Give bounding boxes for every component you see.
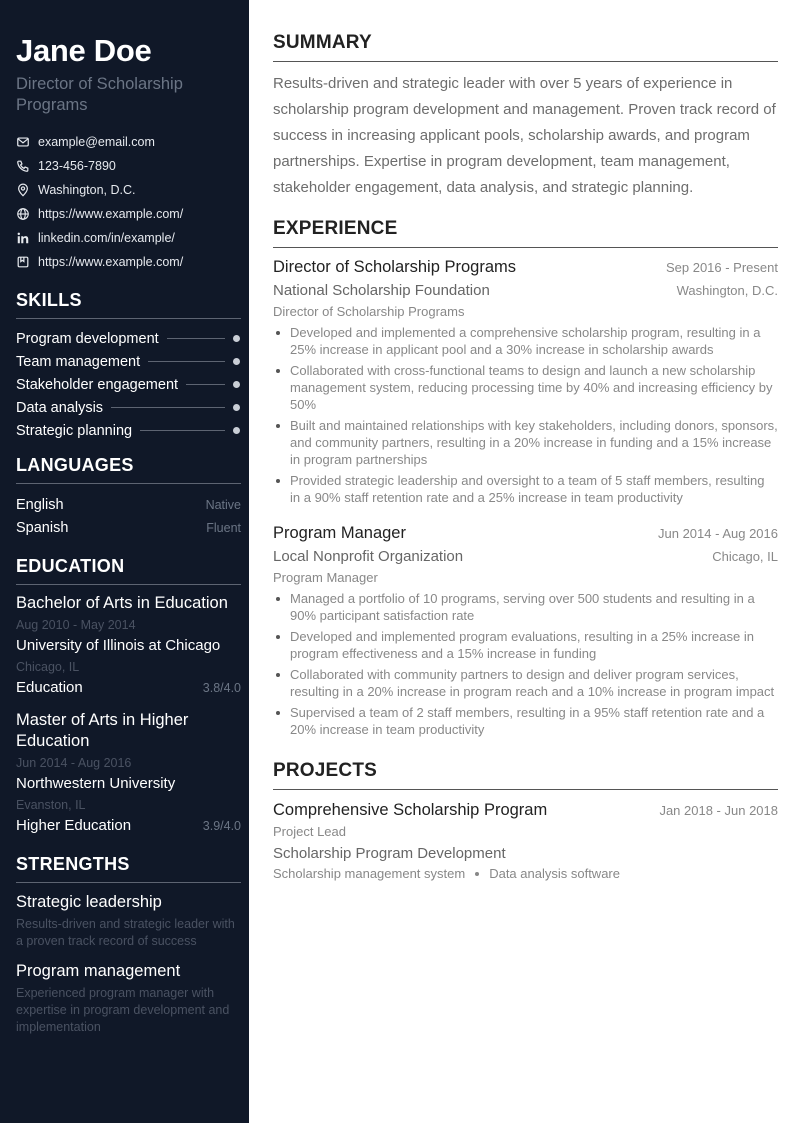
contact-phone-text: 123-456-7890 (38, 159, 116, 173)
skill-label: Data analysis (16, 399, 104, 416)
location-icon (16, 183, 30, 197)
education-dates: Jun 2014 - Aug 2016 (16, 756, 132, 770)
strength-item (16, 891, 241, 950)
candidate-title: Director of Scholarship Programs (16, 75, 183, 114)
skill-item (16, 350, 241, 373)
contact-phone[interactable] (16, 154, 241, 178)
job-role: Program Manager (273, 524, 406, 542)
strength-description: Experienced program manager with expertise in program development and implementation (16, 986, 230, 1034)
skill-item (16, 327, 241, 350)
skill-item (16, 373, 241, 396)
language-list (16, 493, 241, 539)
contact-location-text: Washington, D.C. (38, 183, 136, 197)
language-name: English (16, 496, 64, 513)
email-icon (16, 135, 30, 149)
education-field-row (16, 678, 241, 698)
job-bullet: Built and maintained relationships with key stakeholders, including donors, sponsors, and community partners, resulting in a 20% increase in funding and a 15% increase in program partnerships (273, 417, 778, 468)
job-entry (273, 256, 778, 506)
job-subtitle: Program Manager (273, 570, 378, 585)
contact-portfolio-text: https://www.example.com/ (38, 255, 184, 269)
strengths-section (16, 854, 241, 1036)
skill-item (16, 419, 241, 442)
language-item (16, 493, 241, 516)
phone-icon (16, 159, 30, 173)
job-bullet: Supervised a team of 2 staff members, resulting in a 95% staff retention rate and a 20% increase in team productivity (273, 704, 778, 738)
strengths-heading: STRENGTHS (16, 854, 241, 883)
job-bullet: Provided strategic leadership and oversight to a team of 5 staff members, resulting in a 90% staff retention rate and a 25% increase in team productivity (273, 472, 778, 506)
education-degree: Bachelor of Arts in Education (16, 594, 228, 612)
contact-email[interactable] (16, 130, 241, 154)
project-tag: Data analysis software (489, 866, 620, 881)
job-bullets (273, 324, 778, 506)
job-bullet: Collaborated with cross-functional teams to design and launch a new scholarship management system, reducing processing time by 40% and increasing efficiency by 50% (273, 362, 778, 413)
education-school: University of Illinois at Chicago (16, 637, 221, 654)
skills-section (16, 290, 241, 442)
skill-divider (167, 338, 225, 339)
project-subtitle: Scholarship Program Development (273, 845, 506, 862)
strength-description: Results-driven and strategic leader with a proven track record of success (16, 917, 235, 948)
job-org-row (273, 547, 778, 567)
skill-dot-icon (233, 335, 240, 342)
contact-linkedin[interactable] (16, 226, 241, 250)
job-dates: Sep 2016 - Present (665, 260, 778, 275)
project-header (273, 799, 778, 821)
experience-heading: EXPERIENCE (273, 218, 778, 248)
language-item (16, 516, 241, 539)
strengths-list (16, 891, 241, 1036)
globe-icon (16, 207, 30, 221)
skill-dot-icon (233, 358, 240, 365)
strength-item (16, 960, 241, 1036)
contact-portfolio[interactable] (16, 250, 241, 274)
strength-title: Strategic leadership (16, 893, 162, 911)
job-subtitle: Director of Scholarship Programs (273, 304, 465, 319)
strength-title: Program management (16, 962, 181, 980)
sidebar (0, 0, 249, 1123)
project-entry (273, 799, 778, 881)
skill-divider (186, 384, 225, 385)
portfolio-icon (16, 255, 30, 269)
linkedin-icon (16, 231, 30, 245)
education-degree: Master of Arts in Higher Education (16, 711, 189, 750)
languages-heading: LANGUAGES (16, 455, 241, 484)
education-item (16, 710, 241, 836)
summary-heading: SUMMARY (273, 32, 778, 62)
project-tag: Scholarship management system (273, 866, 466, 881)
job-bullet: Managed a portfolio of 10 programs, serving over 500 students and resulting in a 90% participant satisfaction rate (273, 590, 778, 624)
skill-divider (148, 361, 225, 362)
job-location: Washington, D.C. (676, 283, 778, 298)
skill-label: Program development (16, 330, 159, 347)
job-dates: Jun 2014 - Aug 2016 (658, 526, 778, 541)
language-level: Fluent (206, 520, 241, 535)
education-item (16, 593, 241, 698)
education-heading: EDUCATION (16, 556, 241, 585)
summary-section (273, 32, 778, 201)
skill-item (16, 396, 241, 419)
job-header (273, 522, 778, 544)
job-entry (273, 522, 778, 738)
contact-linkedin-text: linkedin.com/in/example/ (38, 231, 175, 245)
education-location: Chicago, IL (16, 660, 80, 674)
bullet-separator-icon (475, 872, 479, 876)
language-name: Spanish (16, 519, 69, 536)
job-role: Director of Scholarship Programs (273, 258, 517, 276)
job-bullet: Developed and implemented a comprehensive scholarship program, resulting in a 25% increase in applicant pool and a 30% increase in scholarship awards (273, 324, 778, 358)
education-field-row (16, 816, 241, 836)
languages-section (16, 455, 241, 539)
project-tags (273, 866, 778, 881)
skill-dot-icon (233, 427, 240, 434)
skills-heading: SKILLS (16, 290, 241, 319)
contact-location (16, 178, 241, 202)
job-header (273, 256, 778, 278)
experience-section (273, 218, 778, 738)
job-bullet: Collaborated with community partners to design and deliver program services, resulting in a 20% increase in program reach and a 10% increase in program impact (273, 666, 778, 700)
candidate-name: Jane Doe (16, 33, 152, 68)
contact-list (16, 130, 241, 274)
projects-heading: PROJECTS (273, 760, 778, 790)
education-field: Education (16, 679, 83, 696)
contact-website-text: https://www.example.com/ (38, 207, 184, 221)
project-title: Comprehensive Scholarship Program (273, 801, 548, 819)
job-organization: National Scholarship Foundation (273, 282, 490, 299)
language-level: Native (205, 497, 241, 512)
contact-email-text: example@email.com (38, 135, 155, 149)
education-dates: Aug 2010 - May 2014 (16, 618, 136, 632)
skill-divider (111, 407, 225, 408)
education-section (16, 556, 241, 836)
projects-section (273, 760, 778, 881)
education-list (16, 593, 241, 836)
job-organization: Local Nonprofit Organization (273, 548, 464, 565)
skill-label: Team management (16, 353, 141, 370)
education-gpa: 3.8/4.0 (202, 681, 241, 695)
skill-label: Stakeholder engagement (16, 376, 179, 393)
skill-divider (140, 430, 225, 431)
job-org-row (273, 281, 778, 301)
education-school: Northwestern University (16, 775, 176, 792)
education-field: Higher Education (16, 817, 132, 834)
job-bullets (273, 590, 778, 738)
job-bullet: Developed and implemented program evaluations, resulting in a 25% increase in program effectiveness and a 15% increase in funding (273, 628, 778, 662)
summary-text: Results-driven and strategic leader with over 5 years of experience in scholarship program development and management. Proven track record of success in increasing applicant pools, scholarship awards, and program partnerships. Expertise in program development, team management, stakeholder engagement, data analysis, and strategic planning. (273, 75, 776, 196)
education-gpa: 3.9/4.0 (202, 819, 241, 833)
skill-dot-icon (233, 381, 240, 388)
skill-dot-icon (233, 404, 240, 411)
project-dates: Jan 2018 - Jun 2018 (659, 803, 778, 818)
skill-label: Strategic planning (16, 422, 133, 439)
contact-website[interactable] (16, 202, 241, 226)
main-content (273, 32, 778, 881)
education-location: Evanston, IL (16, 798, 86, 812)
project-role: Project Lead (273, 824, 346, 839)
job-location: Chicago, IL (712, 549, 778, 564)
